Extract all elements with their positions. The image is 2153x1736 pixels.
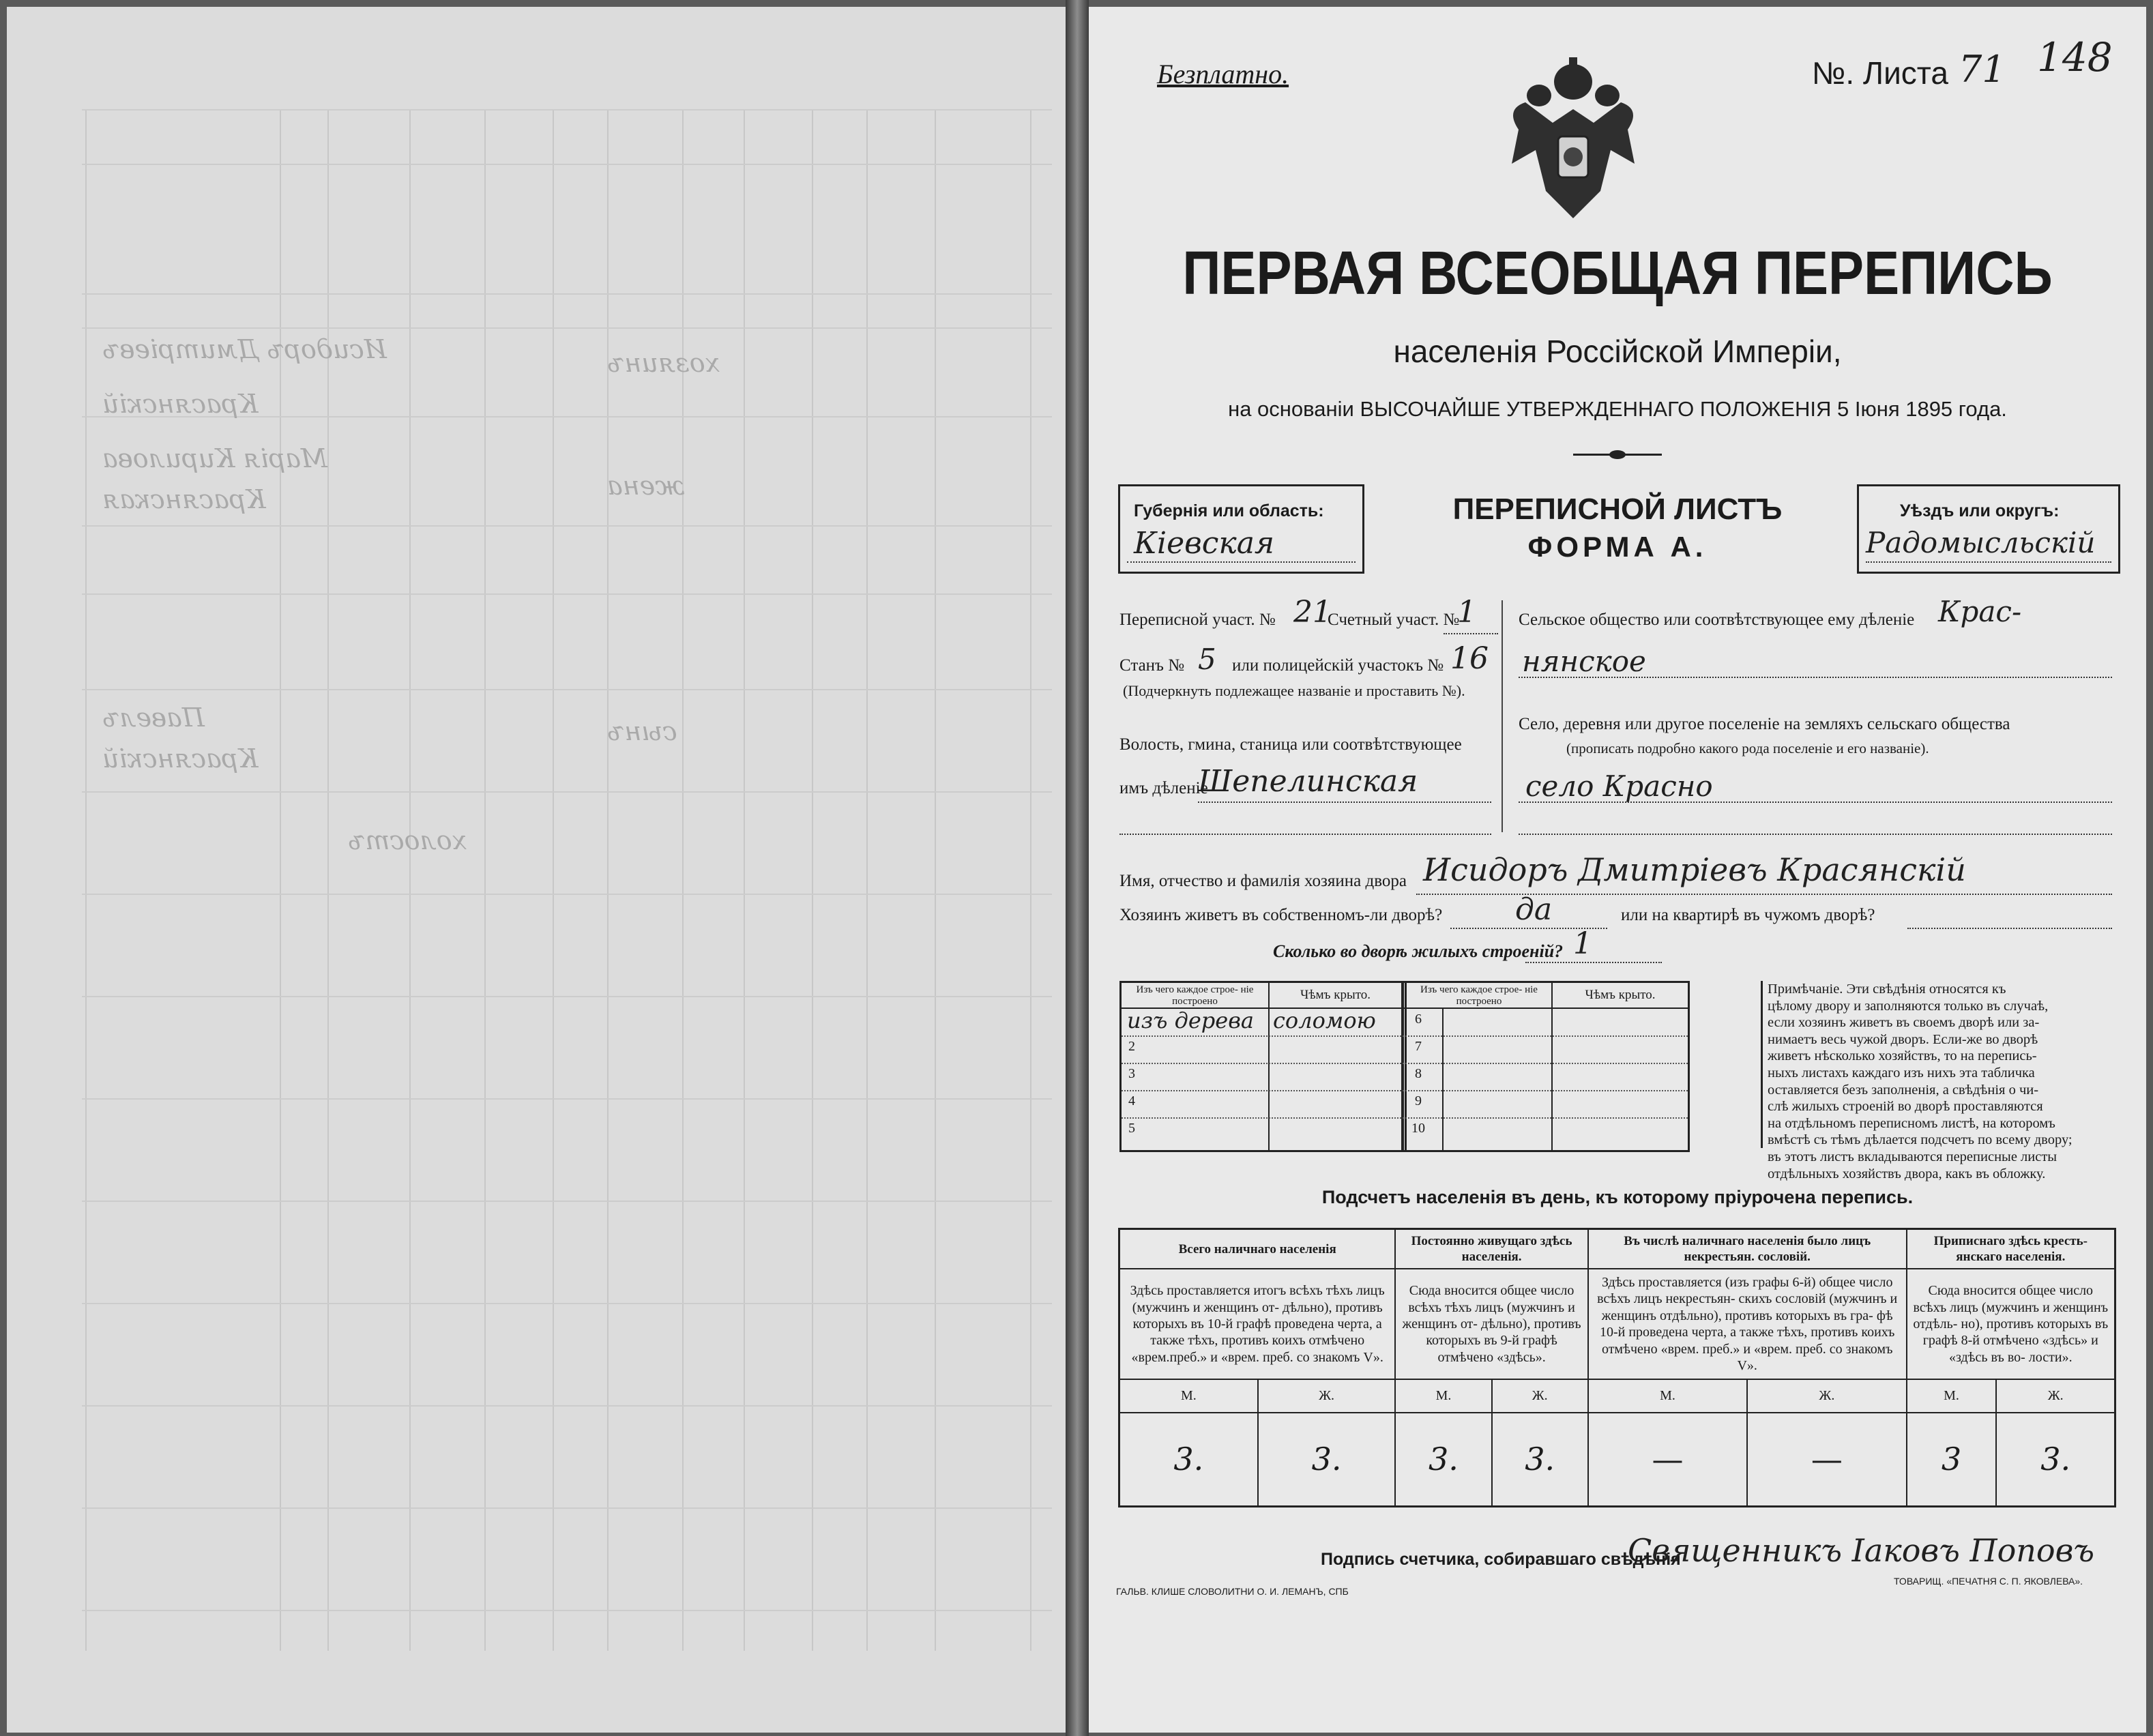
stan-label: Станъ № [1119,656,1185,675]
note-line: ныхъ листахъ каждаго изъ нихъ эта табличка [1768,1065,2035,1080]
note-line: живетъ нѣсколько хозяйствъ, то на перепись- [1768,1048,2037,1064]
summary-value: 3. [1492,1413,1588,1507]
female-header: Ж. [1492,1379,1588,1413]
summary-col-desc: Сюда вносится общее число всѣхъ тѣхъ лицъ (мужчинъ и женщинъ от- дѣльно), противъ которыхъ въ 9-й графѣ отмѣчено «здѣсь». [1395,1269,1587,1379]
row-number: 6 [1415,1012,1422,1027]
row-number: 9 [1415,1093,1422,1108]
district-box [1857,484,2120,574]
volost-label: Волость, гмина, станица или соотвѣтствующее [1119,735,1462,754]
row-number: 2 [1128,1039,1135,1054]
society-value-2: нянское [1522,645,1646,678]
note-line: слѣ жилыхъ строеній во дворѣ проставляются [1768,1099,2043,1115]
count-section-value: 1 [1457,595,1476,630]
row-number: 3 [1128,1066,1135,1081]
society-value: Крас- [1938,595,2022,628]
table-header: Изъ чего каждое строе- ніе построено [1136,984,1254,1007]
own-yard-label: Хозяинъ живетъ въ собственномъ-ли дворѣ? [1119,906,1443,924]
owner-value: Исидоръ Дмитріевъ Красянскій [1423,851,1966,888]
note-line: если хозяинъ живетъ въ своемъ дворѣ или за- [1768,1015,2040,1031]
female-header: Ж. [1996,1379,2115,1413]
note-line: цѣлому двору и заполняются только въ случаѣ, [1768,998,2049,1014]
summary-value: — [1588,1413,1747,1507]
form-name: ФОРМА А. [1527,531,1708,563]
row-number: 7 [1415,1039,1422,1054]
note-line: отдѣльныхъ хозяйствъ двора, какъ въ обложку. [1768,1166,2046,1181]
note-line: оставляется безъ заполненія, а свѣдѣнія о чи- [1768,1082,2039,1098]
police-value: 16 [1450,641,1489,676]
village-value: село Красно [1525,769,1713,803]
male-header: М. [1119,1379,1258,1413]
summary-value: 3. [1258,1413,1396,1507]
society-label: Сельское общество или соотвѣтствующее ему дѣленіе [1519,610,1915,629]
owner-label: Имя, отчество и фамилія хозяина двора [1119,872,1407,890]
free-label: Безплатно. [1157,59,1289,89]
census-section-value: 21 [1293,595,1332,630]
coat-of-arms-icon [1498,55,1648,232]
village-label: Село, деревня или другое поселеніе на земляхъ сельскаго общества [1519,715,2010,733]
printer-right: ТОВАРИЩ. «ПЕЧАТНЯ С. П. ЯКОВЛЕВА». [1894,1576,2083,1587]
stan-value: 5 [1198,643,1216,676]
village-note: (прописать подробно какого рода поселеніе и его названіе). [1566,740,1929,756]
ghost-text: Красянская [102,484,266,514]
page-subtitle: населенія Россійской Имперіи, [1393,334,1842,369]
note-line: въ этотъ листъ вкладываются переписные листы [1768,1149,2057,1164]
printer-left: ГАЛЬВ. КЛИШЕ СЛОВОЛИТНИ О. И. ЛЕМАНЪ, СПБ [1116,1586,1349,1597]
page-title: ПЕРВАЯ ВСЕОБЩАЯ ПЕРЕПИСЬ [1182,238,2053,308]
ghost-text: сынъ [607,716,677,746]
sheet-title: ПЕРЕПИСНОЙ ЛИСТЪ [1452,492,1783,526]
ghost-text: Марія Кирилова [102,443,327,473]
count-section-label: Счетный участ. № [1328,610,1460,629]
summary-col-title: Всего наличнаго населенія [1119,1229,1396,1269]
book-spine [1066,0,1089,1736]
note-line: нимаетъ весь чужой дворъ. Если-же во дворѣ [1768,1031,2038,1047]
sheet-number: 71 [1959,48,2006,91]
male-header: М. [1588,1379,1747,1413]
male-header: М. [1395,1379,1491,1413]
census-section-label: Переписной участ. № [1119,610,1276,629]
male-header: М. [1907,1379,1997,1413]
summary-value: 3. [1395,1413,1491,1507]
summary-col-desc: Здѣсь проставляется итогъ всѣхъ тѣхъ лицъ (мужчинъ и женщинъ от- дѣльно), противъ которыхъ въ 10-й графѣ проведена черта, а также тѣхъ, противъ коихъ отмѣчено «врем.преб.» и «врем. преб. со знакомъ V». [1119,1269,1396,1379]
summary-value: 3. [1119,1413,1258,1507]
summary-value: 3 [1907,1413,1997,1507]
buildings-value: 1 [1573,926,1592,961]
summary-col-desc: Здѣсь проставляется (изъ графы 6-й) общее число всѣхъ лицъ некрестьян- скихъ сословій (мужчинъ и женщинъ отдѣльно), противъ которыхъ въ гра- фѣ 10-й проведена черта, а также тѣхъ, противъ коихъ отмѣчено «врем. преб.» и «врем. преб. со знакомъ V». [1588,1269,1907,1379]
table-header: Изъ чего каждое строе- ніе построено [1420,984,1538,1007]
underline-note: (Подчеркнуть подлежащее названіе и проставить №). [1123,682,1465,699]
summary-value: — [1747,1413,1906,1507]
note-line: вмѣстѣ съ тѣмъ дѣлается подсчетъ по всему двору; [1768,1132,2073,1148]
buildings-label: Сколько во дворѣ жилыхъ строеній? [1273,941,1564,961]
volost-value: Шепелинская [1198,764,1418,799]
summary-col-title: Въ числѣ наличнаго населенія было лицъ некрестьян. сословій. [1588,1229,1907,1269]
column-divider [1502,600,1503,832]
ghost-text: холостъ [348,825,467,855]
row-number: 5 [1128,1121,1135,1136]
row-number: 10 [1411,1121,1425,1136]
right-page [1089,7,2146,1733]
ghost-text: Красянскій [102,744,259,774]
province-value: Кіевская [1134,526,1275,561]
ghost-text: Красянскій [102,389,259,419]
table-header: Чѣмъ крыто. [1585,988,1656,1002]
female-header: Ж. [1747,1379,1906,1413]
signature-label: Подпись счетчика, собиравшаго свѣдѣнія [1321,1550,1681,1569]
note-divider [1761,981,1763,1148]
legal-basis: на основаніи ВЫСОЧАЙШЕ УТВЕРЖДЕННАГО ПОЛОЖЕНІЯ 5 Іюня 1895 года. [1228,397,2007,421]
district-label: Уѣздъ или округъ: [1900,501,2060,520]
note-line: на отдѣльномъ переписномъ листѣ, на которомъ [1768,1115,2055,1131]
summary-col-title: Приписнаго здѣсь кресть- янскаго населенія. [1907,1229,2115,1269]
ornament-divider [1609,450,1626,459]
corner-number: 148 [2037,34,2113,80]
summary-title: Подсчетъ населенія въ день, къ которому пріурочена перепись. [1321,1187,1914,1207]
summary-value: 3. [1996,1413,2115,1507]
ghost-text: Павелъ [102,703,205,733]
province-label: Губернія или область: [1134,501,1324,520]
left-page [7,7,1068,1733]
counter-signature: Священникъ Іаковъ Поповъ [1628,1532,2095,1569]
summary-col-title: Постоянно живущаго здѣсь населенія. [1395,1229,1587,1269]
police-label: или полицейскій участокъ № [1232,656,1444,675]
row-number: 4 [1128,1093,1135,1108]
district-value: Радомысльскій [1866,526,2096,559]
own-yard-value: да [1515,892,1553,927]
ghost-text: хозяинъ [607,348,720,378]
population-summary-table [1118,1228,2116,1507]
row-roof: соломою [1273,1007,1376,1033]
buildings-table [1119,981,1690,1152]
volost-label-2: имъ дѣленіе [1119,779,1208,797]
row-number: 8 [1415,1066,1422,1081]
sheet-label: №. Листа [1812,55,1948,91]
ghost-text: жена [607,471,685,501]
note-line: Примѣчаніе. Эти свѣдѣнія относятся къ [1768,982,2006,997]
ghost-text: Исидоръ Дмитріевъ [102,334,387,364]
female-header: Ж. [1258,1379,1396,1413]
row-material: изъ дерева [1127,1007,1254,1033]
summary-col-desc: Сюда вносится общее число всѣхъ лицъ (мужчинъ и женщинъ отдѣль- но), противъ которыхъ въ графѣ 8-й отмѣчено «здѣсь» и «здѣсь въ во- лости». [1907,1269,2115,1379]
table-header: Чѣмъ крыто. [1300,988,1371,1002]
note-block [1768,981,2122,1182]
rent-label: или на квартирѣ въ чужомъ дворѣ? [1621,906,1875,924]
